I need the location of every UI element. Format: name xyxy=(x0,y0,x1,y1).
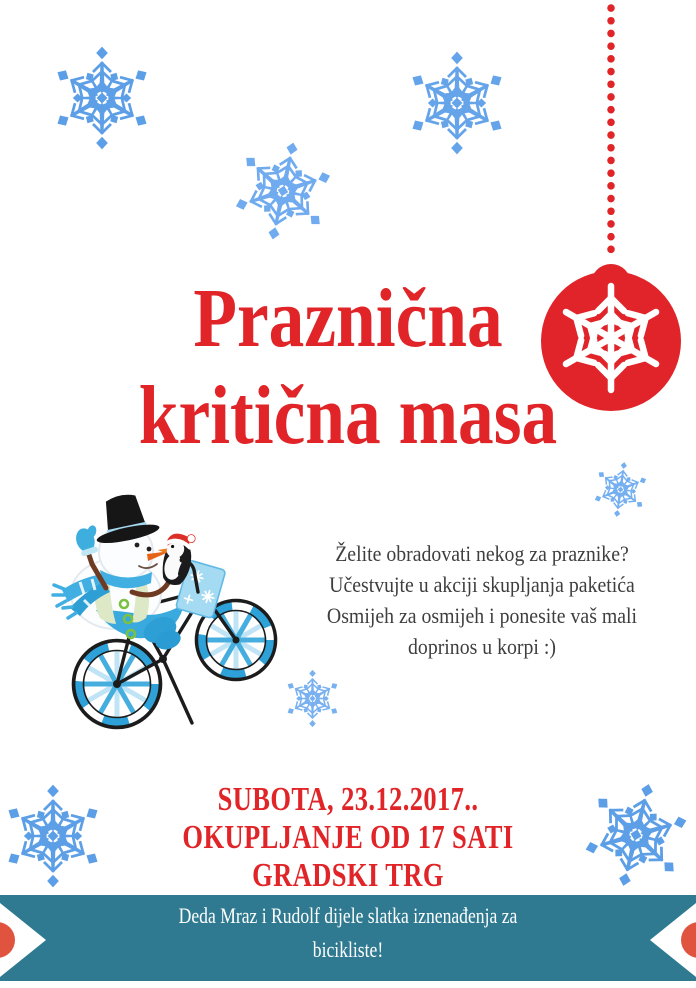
snowman-bicycle-illustration xyxy=(40,490,300,750)
event-time: OKUPLJANJE OD 17 SATI xyxy=(182,819,514,856)
event-description xyxy=(302,538,662,662)
banner-text xyxy=(70,899,627,967)
snowflake-icon xyxy=(49,45,155,151)
description-line: Želite obradovati nekog za praznike? xyxy=(335,541,629,566)
snowflake-icon xyxy=(223,131,344,252)
event-location: GRADSKI TRG xyxy=(252,857,444,894)
event-date: SUBOTA, 23.12.2017.. xyxy=(217,781,479,818)
description-line: Osmijeh za osmijeh i ponesite vaš mali xyxy=(326,603,638,628)
description-line: doprinos u korpi :) xyxy=(408,634,556,659)
poster-title xyxy=(52,270,644,464)
title-line-1: Praznična xyxy=(193,272,503,365)
description-line: Učestvujte u akciji skupljanja paketića xyxy=(329,572,635,597)
title-line-2: kritična masa xyxy=(138,369,558,462)
event-details xyxy=(77,781,620,895)
banner-text-inner: Deda Mraz i Rudolf dijele slatka iznenađenja za bicikliste! xyxy=(178,903,518,962)
snowflake-icon xyxy=(404,50,510,156)
snowflake-icon xyxy=(588,457,652,521)
